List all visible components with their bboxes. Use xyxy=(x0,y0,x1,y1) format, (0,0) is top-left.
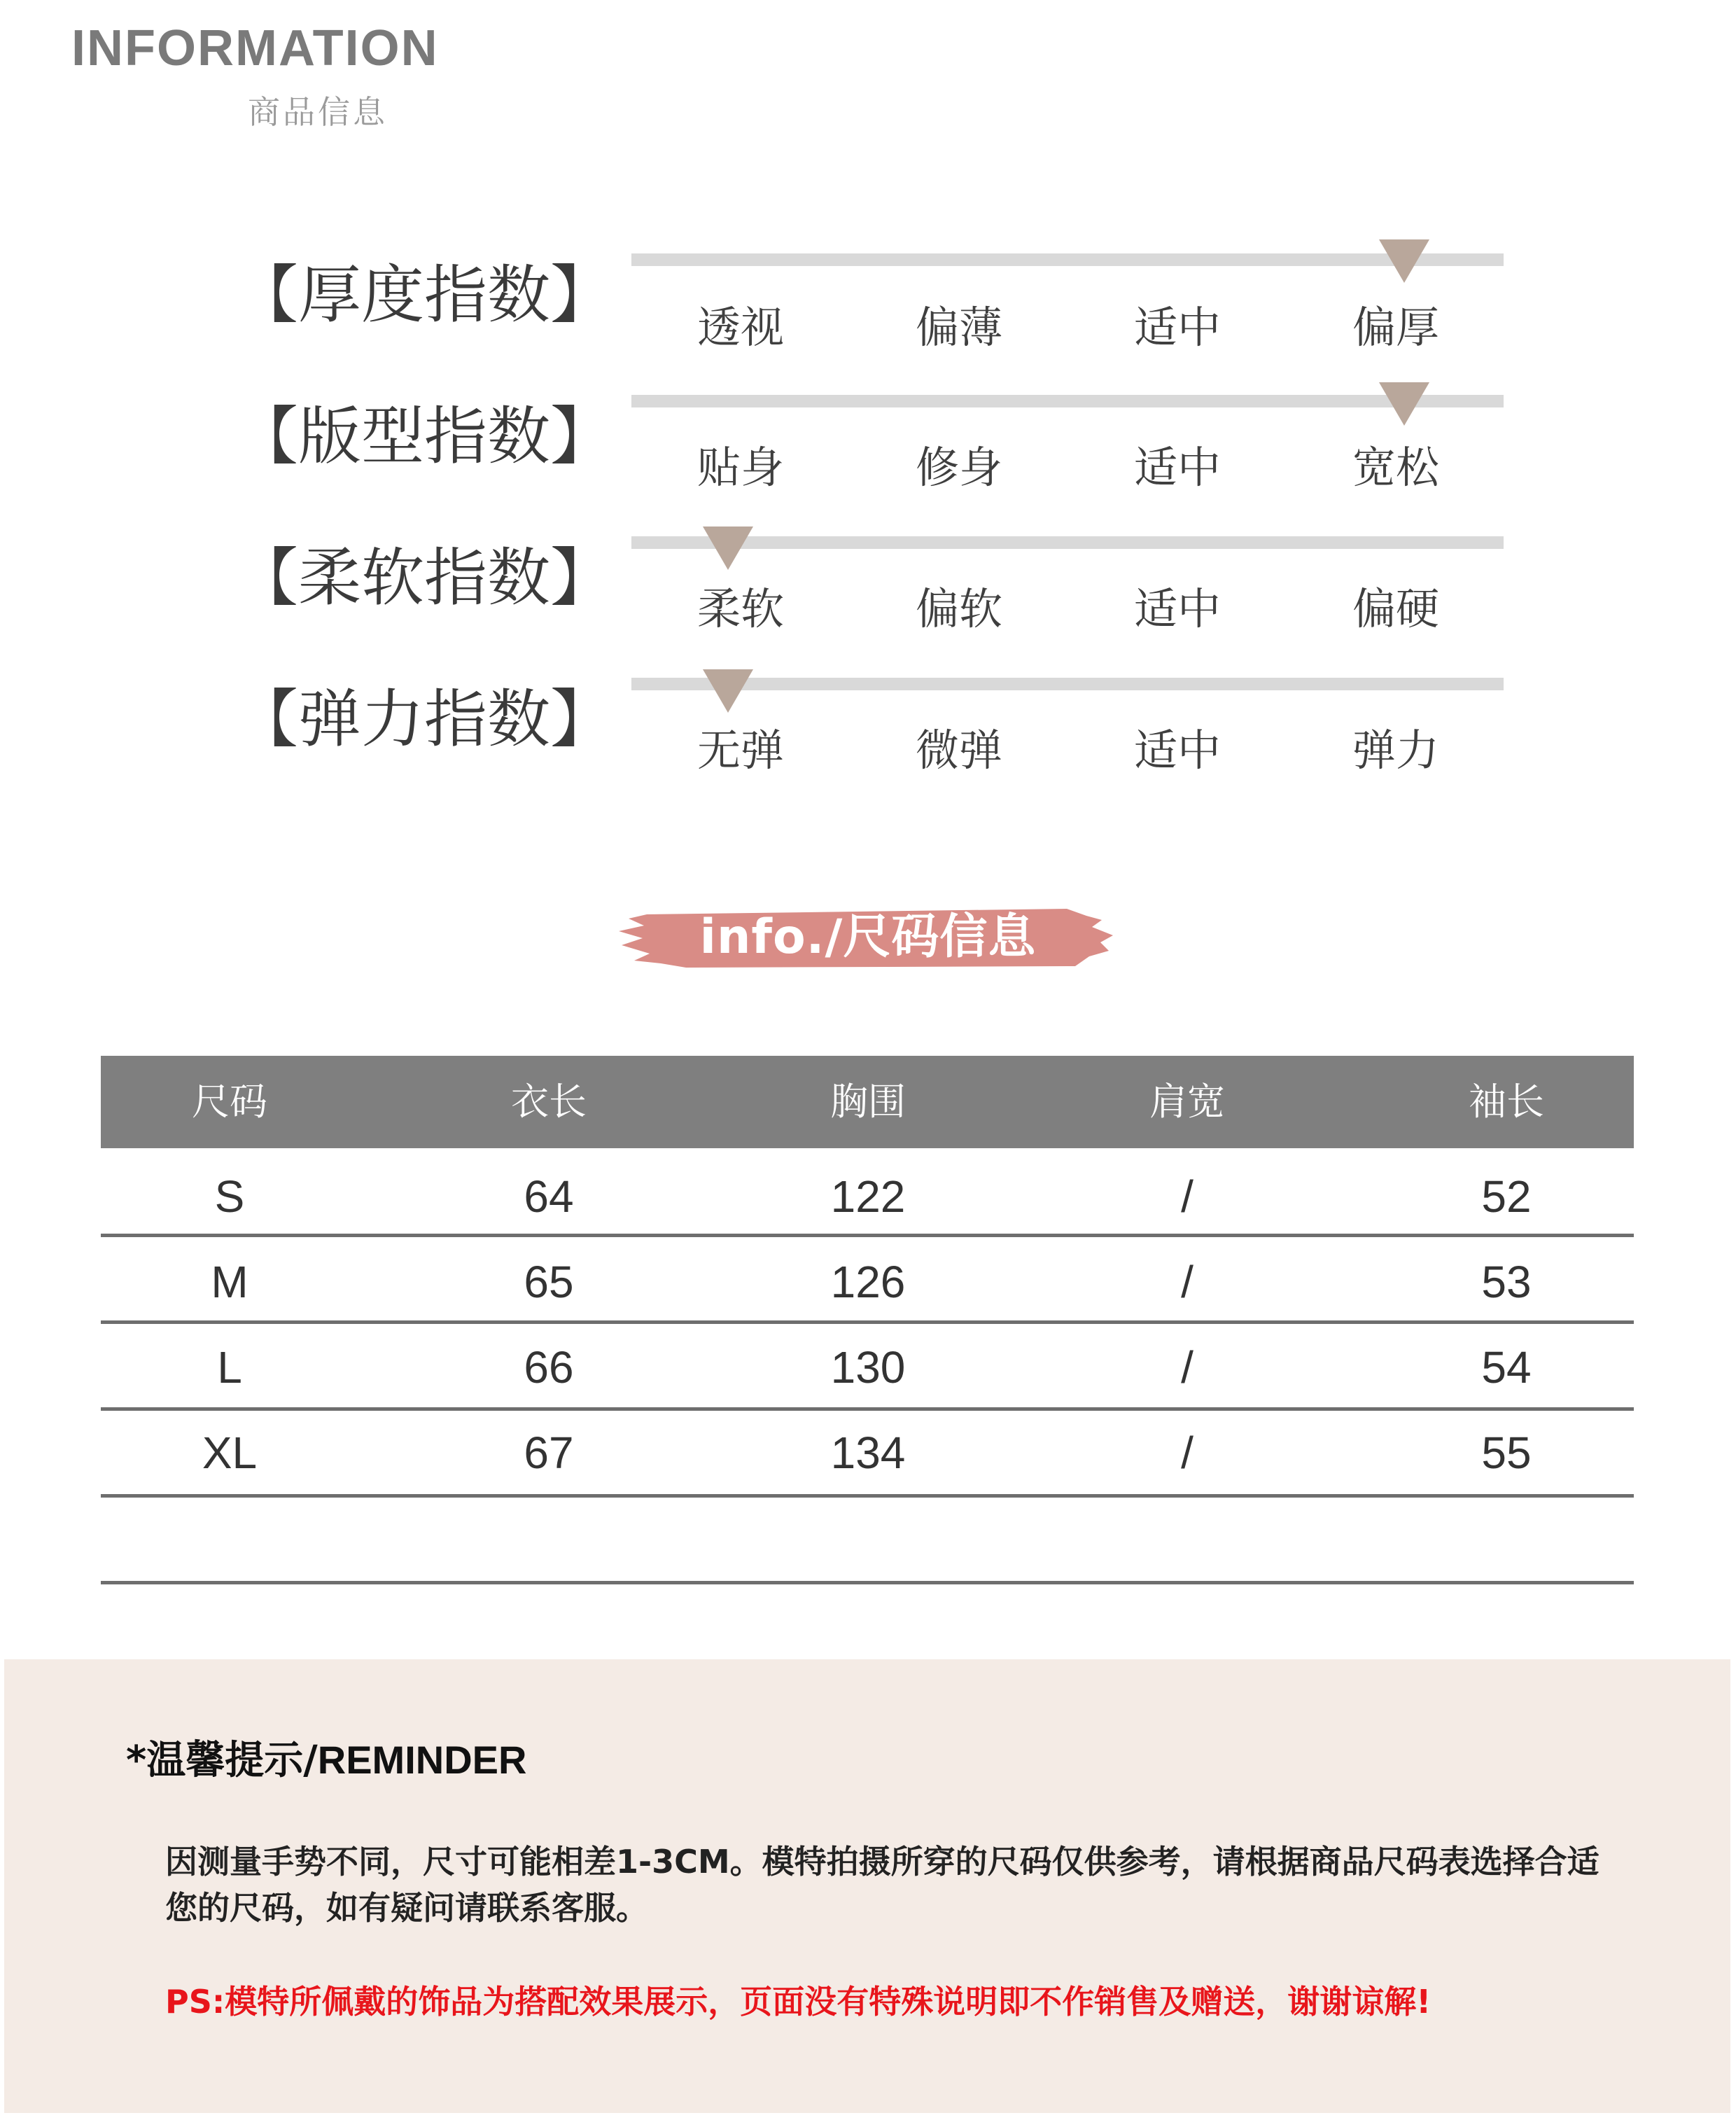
index-option: 适中 xyxy=(1133,583,1221,634)
index-option: 微弹 xyxy=(915,725,1002,776)
table-header-cell: 胸围 xyxy=(830,1080,906,1124)
table-cell-bust: 126 xyxy=(830,1257,906,1307)
reminder-body-text: 因测量手势不同，尺寸可能相差1-3CM。模特拍摄所穿的尺码仅供参考，请根据商品尺码表选择合适您的尺码，如有疑问请联系客服。 xyxy=(165,1843,1600,1927)
index-option: 适中 xyxy=(1133,302,1221,353)
table-header-cell: 袖长 xyxy=(1469,1080,1544,1124)
table-cell-bust: 134 xyxy=(830,1428,906,1478)
table-cell-length: 66 xyxy=(524,1342,574,1393)
table-row-divider xyxy=(101,1494,1634,1498)
reminder-title-cn: *温馨提示/ xyxy=(126,1738,318,1783)
index-option: 适中 xyxy=(1133,725,1221,776)
index-scale-bar xyxy=(631,678,1504,690)
index-option: 偏厚 xyxy=(1352,302,1439,353)
table-cell-size: M xyxy=(211,1257,248,1307)
index-option: 偏薄 xyxy=(915,302,1002,353)
size-info-banner-label: info./尺码信息 xyxy=(699,909,1037,965)
index-title: 【版型指数】 xyxy=(235,400,613,473)
index-option: 宽松 xyxy=(1352,442,1439,493)
reminder-title xyxy=(126,1729,526,1785)
table-cell-sleeve: 53 xyxy=(1481,1257,1532,1307)
table-cell-shoulder: / xyxy=(1181,1342,1194,1393)
index-marker-triangle xyxy=(703,526,753,570)
table-row-divider xyxy=(101,1234,1634,1237)
table-cell-size: L xyxy=(217,1342,242,1393)
index-option: 偏软 xyxy=(915,583,1002,634)
table-cell-sleeve: 54 xyxy=(1481,1342,1532,1393)
info-title-en: INFORMATION xyxy=(71,20,439,76)
table-header-cell: 尺码 xyxy=(192,1080,267,1124)
index-title: 【厚度指数】 xyxy=(235,258,613,332)
index-title: 【柔软指数】 xyxy=(235,541,613,615)
table-cell-size: S xyxy=(214,1171,245,1222)
table-cell-shoulder: / xyxy=(1181,1171,1194,1222)
index-scale-bar xyxy=(631,395,1504,407)
reminder-title-en: REMINDER xyxy=(317,1738,527,1782)
info-title-cn: 商品信息 xyxy=(248,93,388,131)
index-option: 修身 xyxy=(915,442,1002,493)
index-option: 柔软 xyxy=(696,583,784,634)
table-cell-length: 64 xyxy=(524,1171,574,1222)
table-cell-sleeve: 55 xyxy=(1481,1428,1532,1478)
table-bottom-divider xyxy=(101,1581,1634,1584)
index-scale-bar xyxy=(631,253,1504,266)
reminder-ps-note: PS:模特所佩戴的饰品为搭配效果展示，页面没有特殊说明即不作销售及赠送，谢谢谅解! xyxy=(165,1983,1432,2021)
index-marker-triangle xyxy=(1379,239,1429,283)
index-option: 透视 xyxy=(696,302,784,353)
index-option: 偏硬 xyxy=(1352,583,1439,634)
table-header-cell: 肩宽 xyxy=(1149,1080,1225,1124)
index-marker-triangle xyxy=(703,669,753,713)
table-cell-bust: 130 xyxy=(830,1342,906,1393)
table-row-divider xyxy=(101,1320,1634,1324)
index-option: 贴身 xyxy=(696,442,784,493)
index-title: 【弹力指数】 xyxy=(235,683,613,756)
index-option: 弹力 xyxy=(1352,725,1439,776)
table-cell-shoulder: / xyxy=(1181,1257,1194,1307)
table-cell-sleeve: 52 xyxy=(1481,1171,1532,1222)
table-cell-size: XL xyxy=(202,1428,258,1478)
index-scale-bar xyxy=(631,536,1504,549)
table-header-cell: 衣长 xyxy=(511,1080,587,1124)
index-marker-triangle xyxy=(1379,382,1429,426)
table-cell-length: 67 xyxy=(524,1428,574,1478)
index-option: 适中 xyxy=(1133,442,1221,493)
table-cell-shoulder: / xyxy=(1181,1428,1194,1478)
table-cell-length: 65 xyxy=(524,1257,574,1307)
index-option: 无弹 xyxy=(696,725,784,776)
table-cell-bust: 122 xyxy=(830,1171,906,1222)
